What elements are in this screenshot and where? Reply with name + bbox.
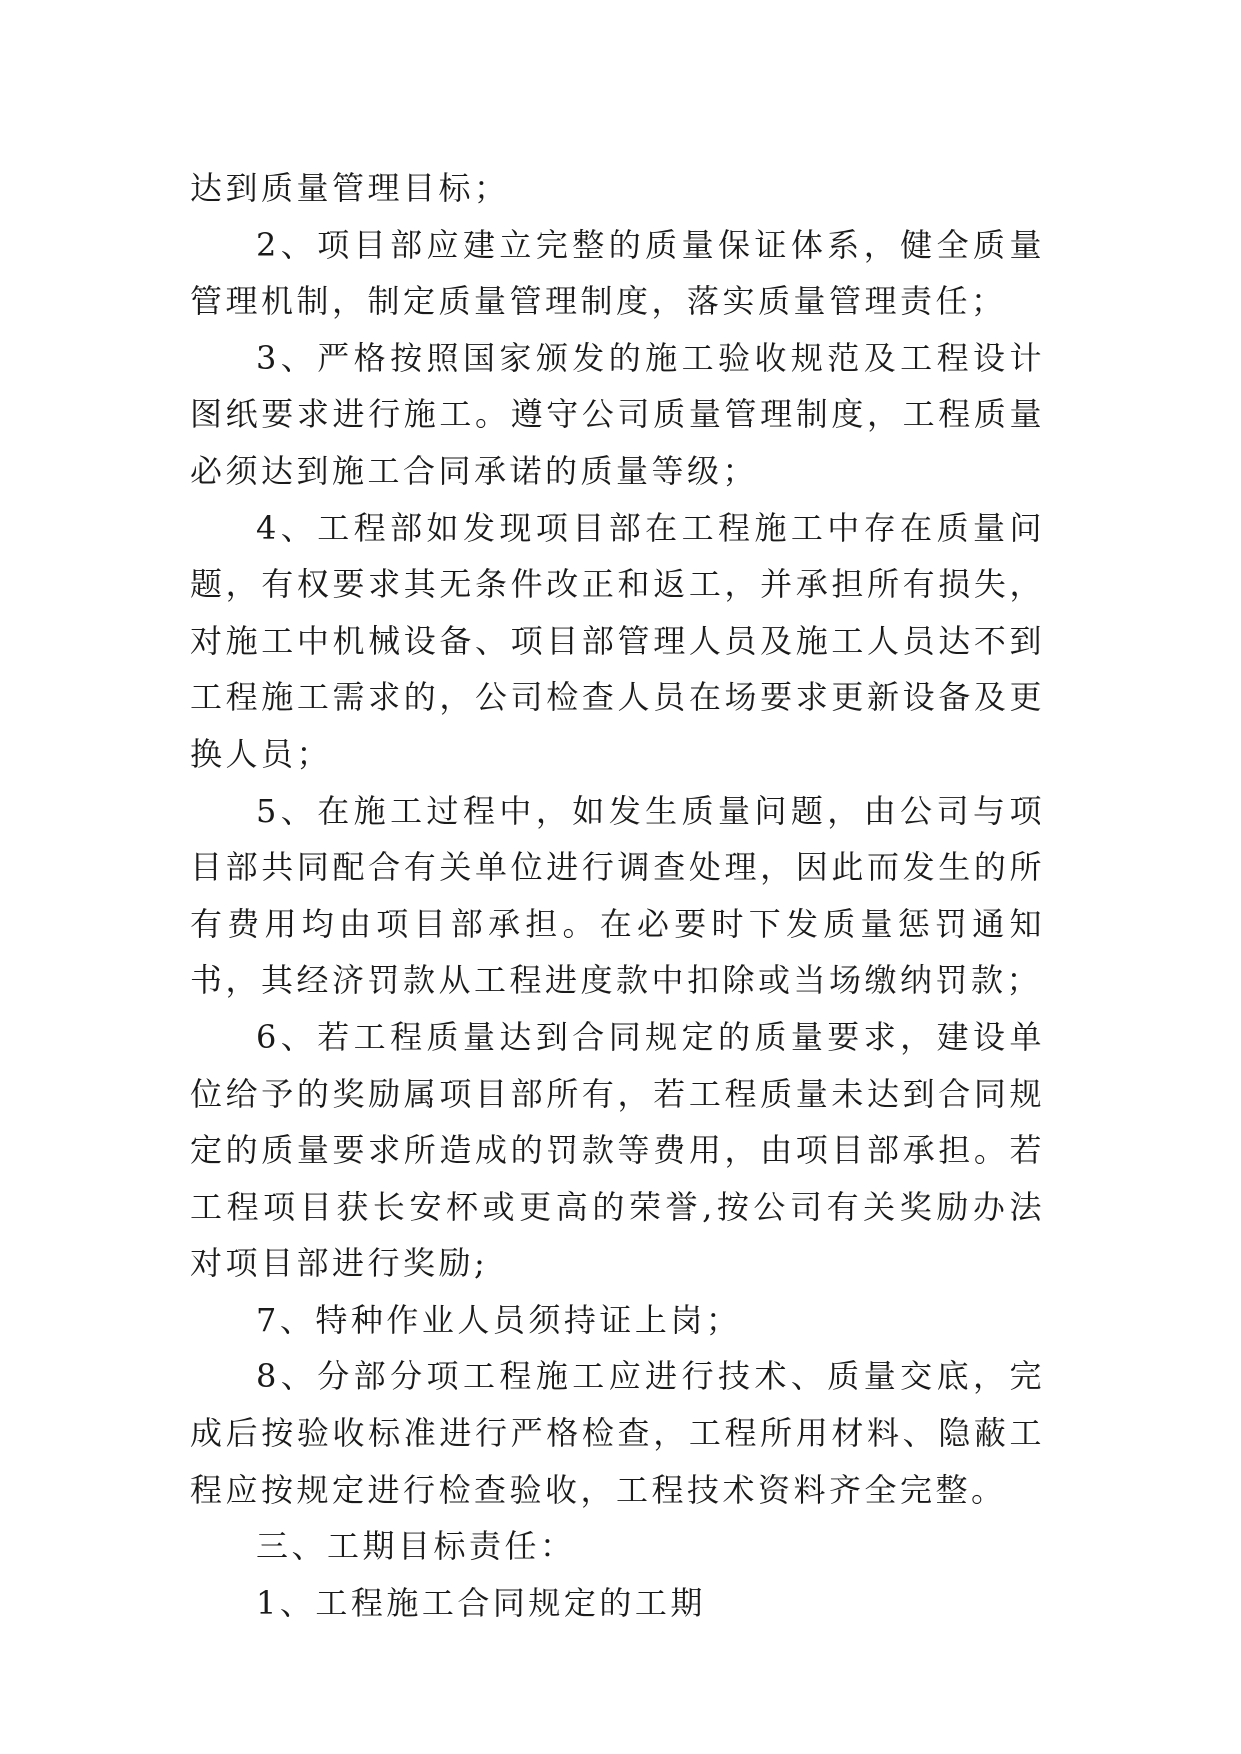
section-heading-schedule: 三、工期目标责任： [256, 1527, 576, 1566]
paragraph-item-7: 7、特种作业人员须持证上岗； [256, 1300, 742, 1339]
paragraph-item-3: 3、严格按照国家颁发的施工验收规范及工程设计图纸要求进行施工。遵守公司质量管理制度，工程质量必须达到施工合同承诺的质量等级； [190, 338, 1045, 490]
paragraph-item-4: 4、工程部如发现项目部在工程施工中存在质量问题，有权要求其无条件改正和返工，并承担所有损失，对施工中机械设备、项目部管理人员及施工人员达不到工程施工需求的，公司检查人员在场要求更新设备及更换人员； [190, 508, 1045, 773]
paragraph-schedule-item-1: 1、工程施工合同规定的工期 [256, 1583, 706, 1622]
paragraph-item-6: 6、若工程质量达到合同规定的质量要求，建设单位给予的奖励属项目部所有，若工程质量未达到合同规定的质量要求所造成的罚款等费用，由项目部承担。若工程项目获长安杯或更高的荣誉,按公司有关奖励办法对项目部进行奖励; [190, 1017, 1045, 1283]
paragraph-continuation: 达到质量管理目标； [190, 169, 510, 207]
paragraph-item-2: 2、项目部应建立完整的质量保证体系，健全质量管理机制，制定质量管理制度，落实质量管理责任； [190, 225, 1045, 321]
paragraph-item-8: 8、分部分项工程施工应进行技术、质量交底，完成后按验收标准进行严格检查，工程所用材料、隐蔽工程应按规定进行检查验收，工程技术资料齐全完整。 [190, 1357, 1045, 1509]
paragraph-item-5: 5、在施工过程中，如发生质量问题，由公司与项目部共同配合有关单位进行调查处理，因此而发生的所有费用均由项目部承担。在必要时下发质量惩罚通知书，其经济罚款从工程进度款中扣除或当场缴纳罚款； [190, 791, 1045, 1000]
document-body [190, 160, 1045, 1631]
